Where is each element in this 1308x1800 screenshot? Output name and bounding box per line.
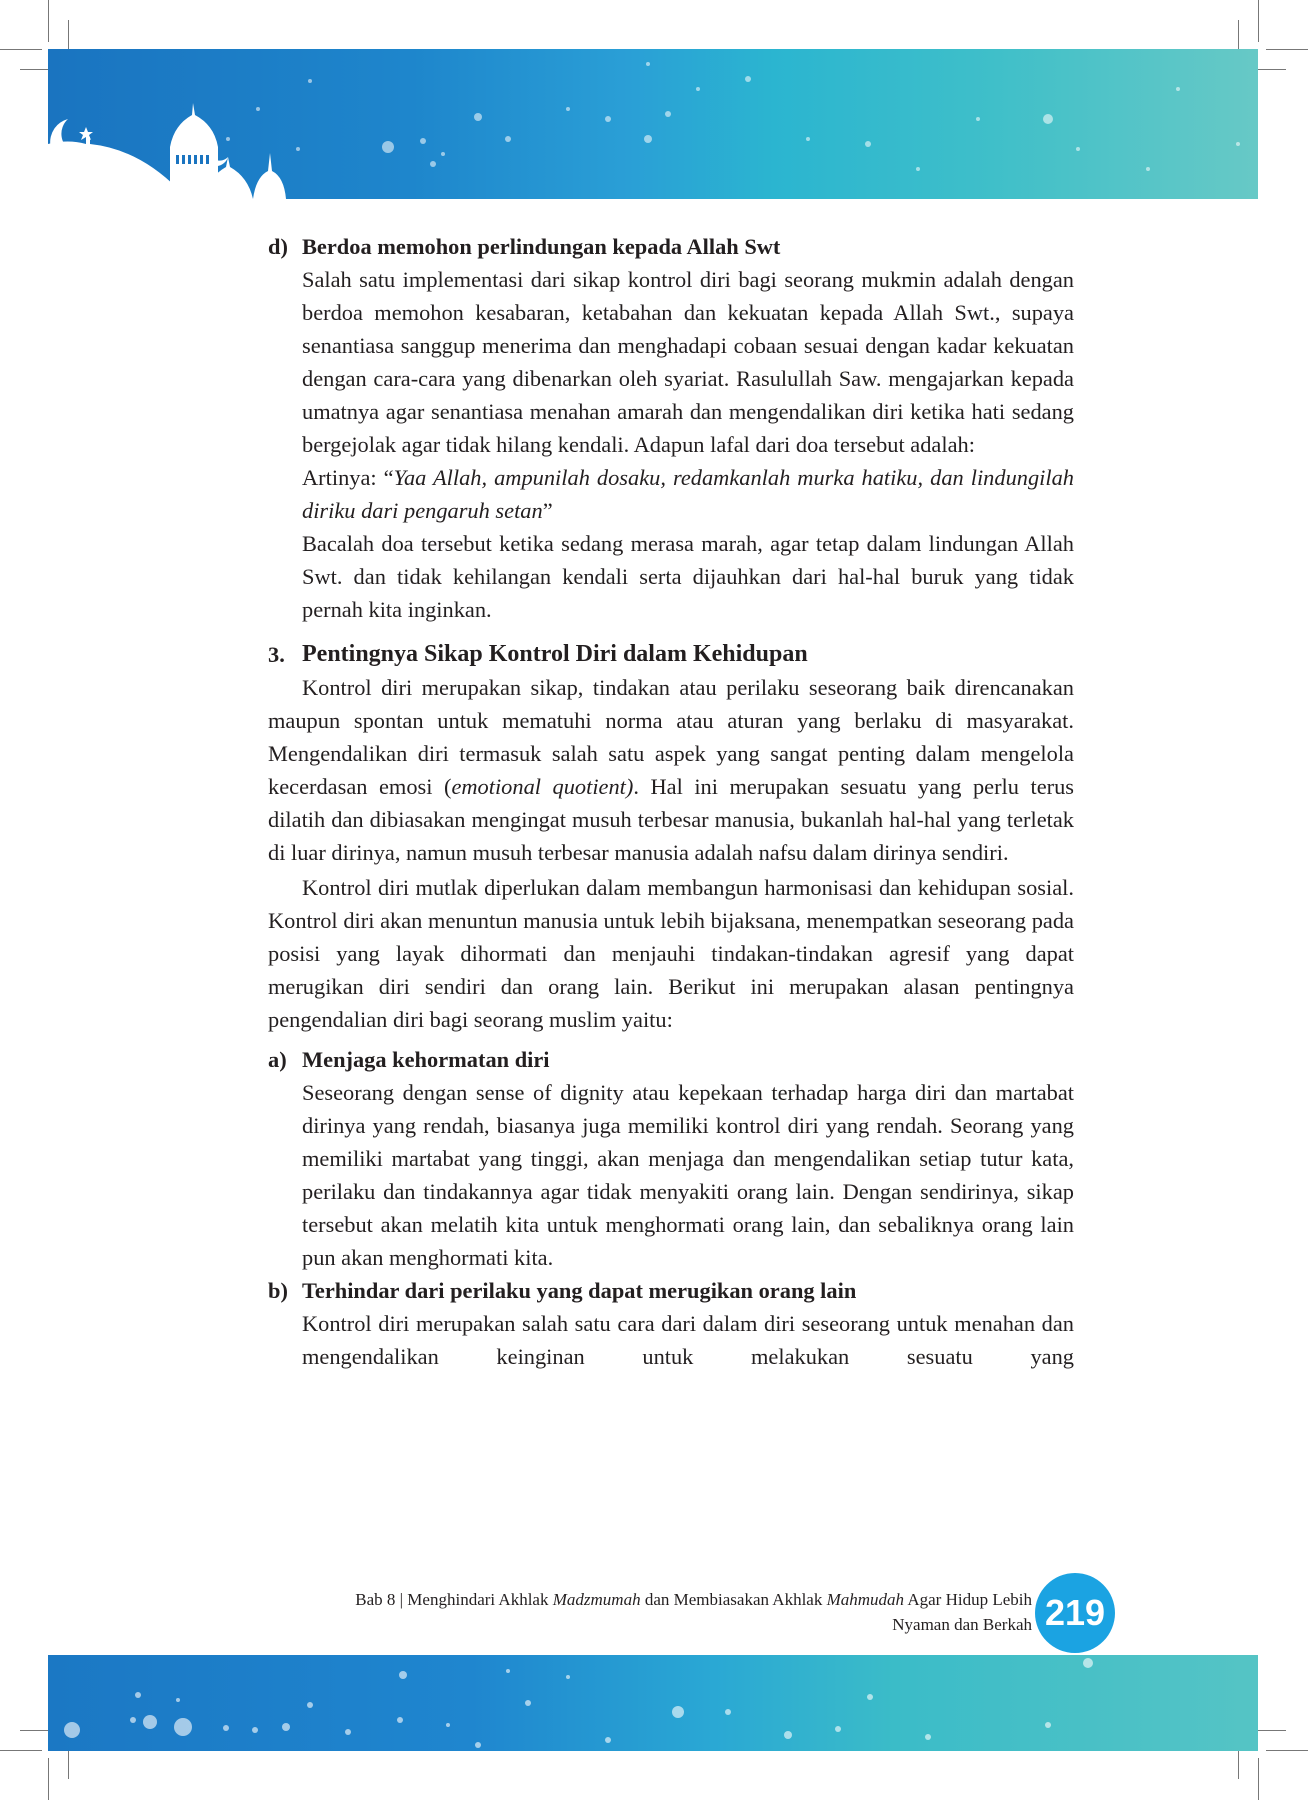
section-3 [268,638,1074,671]
crop-mark [1258,0,1259,42]
crop-mark [1266,49,1308,50]
paragraph: Seseorang dengan sense of dignity atau kepekaan terhadap harga diri dan martabat dirinya yang rendah, biasanya juga memiliki kontrol diri yang rendah. Seorang yang memiliki martabat yang tinggi, akan menjaga dan mengendalikan setiap tutur kata, perilaku dan tindakannya agar tidak menyakiti orang lain. Dengan sendirinya, sikap tersebut akan melatih kita untuk menghormati orang lain, dan sebaliknya orang lain pun akan menghormati kita. [302,1080,1074,1270]
page-number-badge: 219 [1035,1573,1115,1653]
paragraph: Kontrol diri mutlak diperlukan dalam membangun harmonisasi dan kehidupan sosial. Kontrol diri akan menuntun manusia untuk lebih bijaksana, menempatkan seseorang pada posisi yang layak dihormati dan menjauhi tindakan-tindakan agresif yang dapat merugikan diri sendiri dan orang lain. Berikut ini merupakan alasan pentingnya pengendalian diri bagi seorang muslim yaitu: [268,875,1074,1032]
list-marker: a) [268,1047,287,1072]
crop-mark [0,1750,42,1751]
translation-text: Yaa Allah, ampunilah dosaku, redamkanlah murka hatiku, dan lindungilah diriku dari pengaruh setan [302,465,1074,523]
subsection-a [268,1043,1074,1274]
section-number: 3. [268,642,285,667]
paragraph: Bacalah doa tersebut ketika sedang merasa marah, agar tetap dalam lindungan Allah Swt. dan tidak kehilangan kendali serta dijauhkan dari hal-hal buruk yang tidak pernah kita inginkan. [302,531,1074,622]
emphasis-text: emotional quotient) [451,774,634,799]
crop-mark [48,1758,49,1800]
section-d [268,230,1074,626]
list-marker: b) [268,1278,288,1303]
footer-text: Bab 8 | Menghindari Akhlak [355,1590,553,1609]
crop-mark [1266,1750,1308,1751]
footer-emphasis: Mahmudah [826,1590,905,1609]
translation-paragraph [302,461,1074,527]
translation-label: Artinya: “ [302,465,394,490]
footer-line-2: Nyaman dan Berkah [892,1615,1032,1634]
paragraph-text: . Hal ini merupakan sesuatu yang perlu terus dilatih dan dibiasakan mengingat musuh terbesar manusia, bukanlah hal-hal yang terletak di luar dirinya, namun musuh terbesar manusia adalah nafsu dalam dirinya sendiri. [268,774,1074,865]
quote-close: ” [542,498,553,523]
header-band [48,49,1258,199]
paragraph [268,671,1074,869]
footer-emphasis: Madzmumah [552,1590,641,1609]
footer-text: dan Membiasakan Akhlak [640,1590,827,1609]
list-marker: d) [268,234,288,259]
footer-decoration [48,1655,1258,1751]
section-heading: Berdoa memohon perlindungan kepada Allah Swt [302,234,781,259]
page-content [268,230,1074,1373]
running-footer [355,1587,1032,1637]
section-heading: Pentingnya Sikap Kontrol Diri dalam Kehidupan [302,641,808,667]
mosque-silhouette-icon [48,103,286,199]
footer-band [48,1655,1258,1751]
crop-mark [48,0,49,42]
sparkles [226,62,1240,191]
footer-line-1 [355,1587,1032,1612]
paragraph: Salah satu implementasi dari sikap kontrol diri bagi seorang mukmin adalah dengan berdoa memohon kesabaran, ketabahan dan kekuatan kepada Allah Swt., supaya senantiasa sanggup menerima dan menghadapi cobaan sesuai dengan kadar kekuatan dengan cara-cara yang dibenarkan oleh syariat. Rasulullah Saw. mengajarkan kepada umatnya agar senantiasa menahan amarah dan mengendalikan diri ketika hati sedang bergejolak agar tidak hilang kendali. Adapun lafal dari doa tersebut adalah: [302,267,1074,457]
crop-mark [0,49,42,50]
subsection-heading: Menjaga kehormatan diri [302,1047,550,1072]
header-decoration [48,49,1258,199]
paragraph-text: Kontrol diri merupakan sikap, tindakan atau perilaku seseorang baik direncanakan maupun spontan untuk mematuhi norma atau aturan yang berlaku di masyarakat. Mengendalikan diri termasuk salah satu aspek yang sangat penting dalam mengelola kecerdasan emosi ( [268,675,1074,799]
crop-mark [1258,1758,1259,1800]
footer-text: Agar Hidup Lebih [904,1590,1032,1609]
paragraph: Kontrol diri merupakan salah satu cara dari dalam diri seseorang untuk menahan dan mengendalikan keinginan untuk melakukan sesuatu yang [302,1311,1074,1369]
subsection-b [268,1274,1074,1373]
subsection-heading: Terhindar dari perilaku yang dapat merugikan orang lain [302,1278,857,1303]
sparkles [64,1658,1093,1748]
